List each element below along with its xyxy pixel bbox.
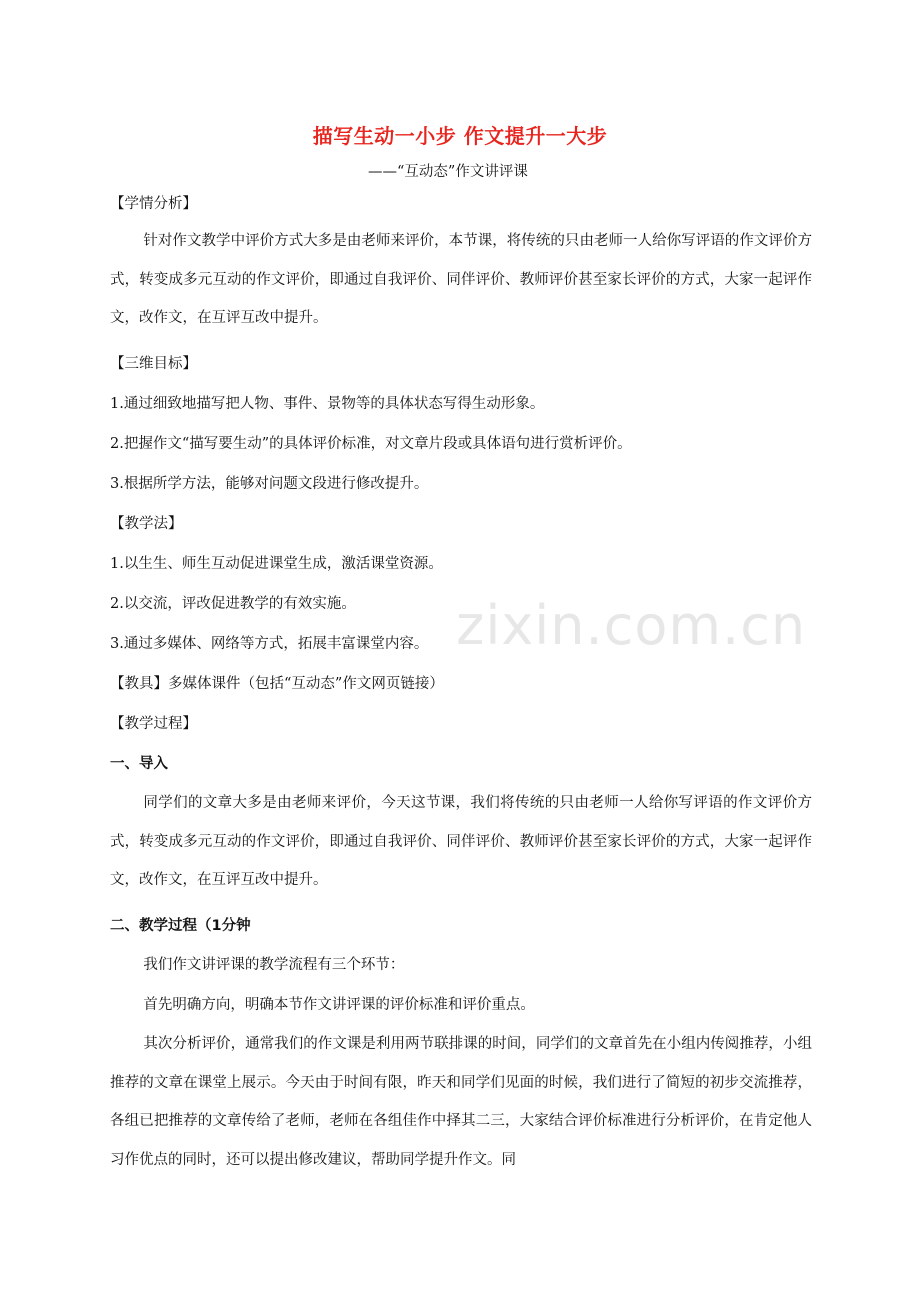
part-heading-process: 二、教学过程（1分钟	[110, 918, 251, 934]
intro-paragraph: 同学们的文章大多是由老师来评价，今天这节课，我们将传统的只由老师一人给你写评语的作文评价方式，转变成多元互动的作文评价，即通过自我评价、同伴评价、教师评价甚至家长评价的方式，大家一起评作文，改作文，在互评互改中提升。	[110, 795, 812, 888]
goal-item: 3.根据所学方法，能够对问题文段进行修改提升。	[110, 476, 429, 492]
method-item: 3.通过多媒体、网络等方式，拓展丰富课堂内容。	[110, 636, 429, 652]
method-item: 1.以生生、师生互动促进课堂生成，激活课堂资源。	[110, 556, 443, 572]
process-paragraph: 我们作文讲评课的教学流程有三个环节：	[143, 957, 405, 973]
document-title: 描写生动一小步 作文提升一大步	[312, 124, 608, 148]
process-paragraph: 其次分析评价，通常我们的作文课是利用两节联排课的时间，同学们的文章首先在小组内传阅推荐，小组推荐的文章在课堂上展示。今天由于时间有限，昨天和同学们见面的时候，我们进行了简短的初步交流推荐，各组已把推荐的文章传给了老师，老师在各组佳作中择其二三，大家结合评价标准进行分析评价，在肯定他人习作优点的同时，还可以提出修改建议，帮助同学提升作文。同	[110, 1036, 812, 1168]
document-subtitle: ——“互动态”作文讲评课	[368, 164, 528, 180]
goal-item: 1.通过细致地描写把人物、事件、景物等的具体状态写得生动形象。	[110, 396, 545, 412]
section-heading-methods: 【教学法】	[110, 516, 183, 532]
analysis-paragraph: 针对作文教学中评价方式大多是由老师来评价，本节课，将传统的只由老师一人给你写评语的作文评价方式，转变成多元互动的作文评价，即通过自我评价、同伴评价、教师评价甚至家长评价的方式，大家一起评作文，改作文，在互评互改中提升。	[110, 233, 812, 326]
process-paragraph: 首先明确方向，明确本节作文讲评课的评价标准和评价重点。	[143, 997, 535, 1013]
tools-line: 【教具】多媒体课件（包括“互动态”作文网页链接）	[110, 676, 444, 692]
section-heading-process: 【教学过程】	[110, 716, 197, 732]
method-item: 2.以交流，评改促进教学的有效实施。	[110, 596, 356, 612]
section-heading-analysis: 【学情分析】	[110, 196, 197, 212]
part-heading-intro: 一、导入	[110, 756, 168, 772]
goal-item: 2.把握作文“描写要生动”的具体评价标准，对文章片段或具体语句进行赏析评价。	[110, 436, 632, 452]
section-heading-goals: 【三维目标】	[110, 356, 197, 372]
watermark: zixin.com.cn	[456, 594, 807, 657]
